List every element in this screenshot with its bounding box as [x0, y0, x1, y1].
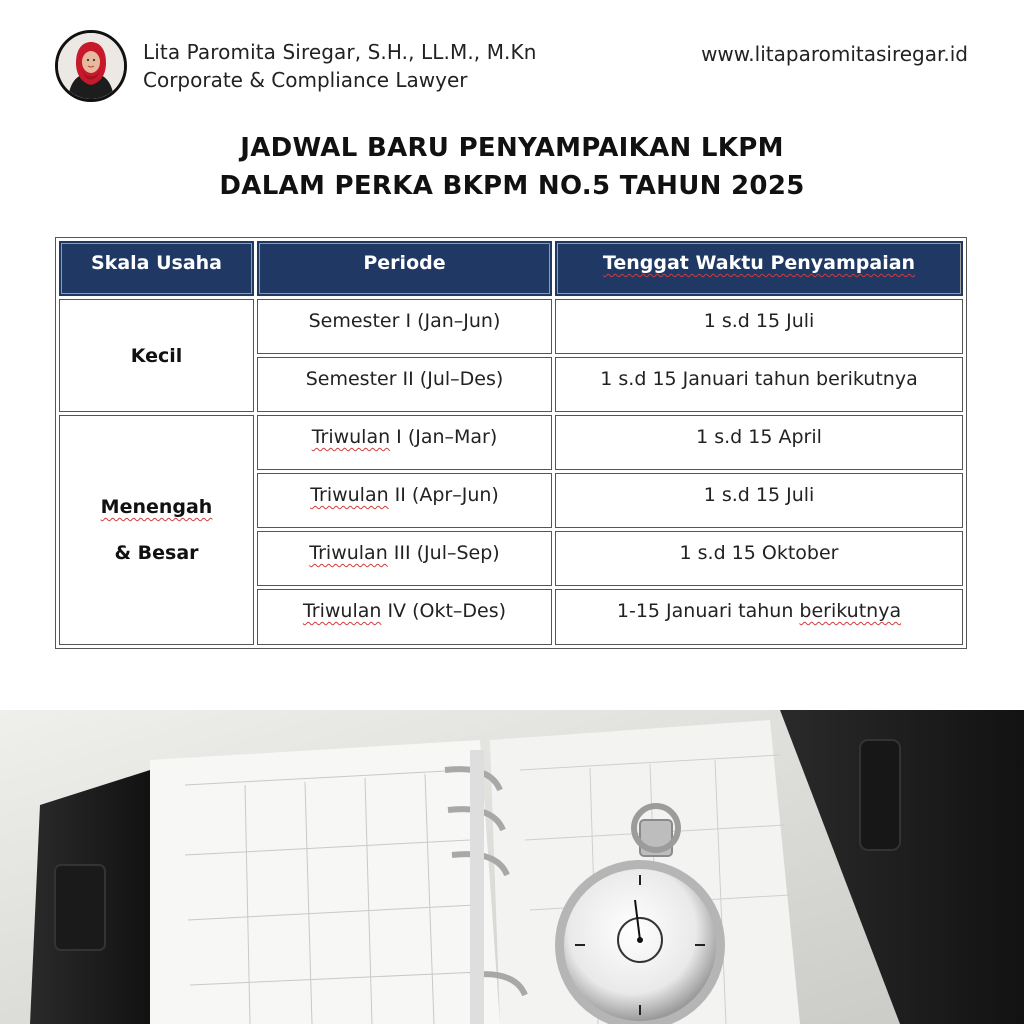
deadline-cell: [555, 473, 963, 528]
page-title-line-1: JADWAL BARU PENYAMPAIKAN LKPM: [240, 133, 784, 163]
period-word: Triwulan: [302, 600, 382, 622]
column-header-deadline-label: Tenggat Waktu Penyampaian: [602, 252, 916, 274]
portrait-icon: [58, 33, 124, 99]
deadline-label: 1 s.d 15 April: [696, 426, 822, 448]
scale-cell-small: [59, 299, 254, 412]
period-cell: [257, 473, 552, 528]
schedule-table: [55, 237, 967, 649]
deadline-label: 1 s.d 15 Oktober: [679, 542, 839, 564]
column-header-scale-label: Skala Usaha: [91, 252, 222, 274]
period-range: I (Jan–Mar): [390, 426, 498, 448]
period-range: III (Jul–Sep): [387, 542, 500, 564]
author-avatar: [55, 30, 127, 102]
period-range: II (Apr–Jun): [388, 484, 499, 506]
period-label: Semester II (Jul–Des): [305, 368, 504, 390]
period-word: Triwulan: [311, 426, 391, 448]
deadline-cell: [555, 299, 963, 354]
deadline-cell: [555, 415, 963, 470]
deadline-label: [617, 600, 901, 622]
scale-label-small: Kecil: [130, 344, 183, 367]
column-header-period: [257, 241, 552, 296]
scale-label-large: & Besar: [114, 542, 199, 564]
deadline-cell: [555, 531, 963, 586]
period-label: [303, 600, 506, 622]
scale-cell-medium-large: [59, 415, 254, 645]
author-role: Corporate & Compliance Lawyer: [143, 68, 468, 92]
period-cell: [257, 415, 552, 470]
deadline-text: 1-15 Januari tahun: [616, 600, 800, 622]
deadline-label: 1 s.d 15 Juli: [703, 310, 815, 332]
period-word: Triwulan: [310, 484, 389, 506]
period-cell: [257, 357, 552, 412]
page-title-line-2: DALAM PERKA BKPM NO.5 TAHUN 2025: [219, 171, 805, 201]
planner-photo: [0, 710, 1024, 1024]
period-range: IV (Okt–Des): [381, 600, 507, 622]
period-label: Semester I (Jan–Jun): [308, 310, 501, 332]
period-word: Triwulan: [309, 542, 388, 564]
column-header-period-label: Periode: [363, 252, 446, 274]
deadline-word: berikutnya: [799, 600, 902, 622]
period-label: [310, 484, 499, 506]
deadline-cell: [555, 357, 963, 412]
author-name: Lita Paromita Siregar, S.H., LL.M., M.Kn: [143, 40, 537, 64]
deadline-cell: [555, 589, 963, 645]
column-header-deadline: [555, 241, 963, 296]
period-label: [309, 542, 499, 564]
deadline-label: 1 s.d 15 Januari tahun berikutnya: [600, 368, 918, 390]
period-cell: [257, 299, 552, 354]
period-cell: [257, 589, 552, 645]
period-label: [312, 426, 498, 448]
column-header-scale: [59, 241, 254, 296]
period-cell: [257, 531, 552, 586]
planner-stopwatch-icon: [0, 710, 1024, 1024]
website-link[interactable]: www.litaparomitasiregar.id: [701, 42, 968, 66]
scale-label-medium: Menengah: [100, 496, 213, 518]
deadline-label: 1 s.d 15 Juli: [703, 484, 815, 506]
